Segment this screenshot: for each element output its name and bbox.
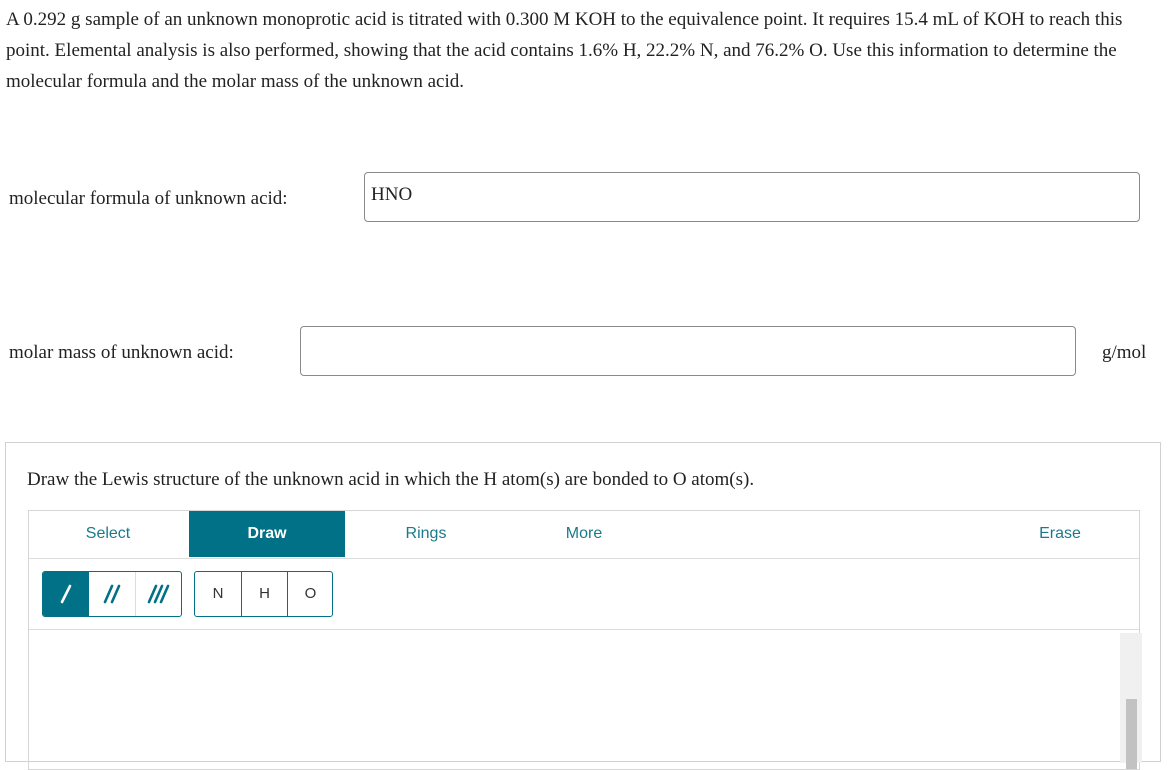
double-bond-icon bbox=[101, 582, 123, 606]
tab-erase[interactable]: Erase bbox=[1039, 525, 1081, 542]
triple-bond-icon bbox=[146, 582, 172, 606]
tab-select[interactable]: Select bbox=[85, 525, 131, 542]
molar-mass-label: molar mass of unknown acid: bbox=[9, 342, 234, 363]
lewis-structure-panel bbox=[5, 442, 1161, 762]
problem-statement: A 0.292 g sample of an unknown monoprotic acid is titrated with 0.300 M KOH to the equivalence point. It requires 15.4 mL of KOH to reach this point. Elemental analysis is also performed, showing that the acid contains 1.6% H, 22.2% N, and 76.2% O. Use this information to determine the molecular formula and the molar mass of the unknown acid. bbox=[6, 9, 1123, 92]
molar-mass-unit: g/mol bbox=[1102, 342, 1147, 363]
lewis-prompt: Draw the Lewis structure of the unknown acid in which the H atom(s) are bonded to O atom(s). bbox=[27, 469, 755, 490]
atom-button-n[interactable]: N bbox=[212, 585, 224, 602]
formula-answer-row bbox=[0, 172, 1168, 226]
triple-bond-button[interactable] bbox=[135, 572, 181, 616]
formula-label: molecular formula of unknown acid: bbox=[9, 188, 288, 209]
canvas-scrollbar[interactable] bbox=[1120, 633, 1142, 763]
molar-mass-answer-row bbox=[0, 326, 1168, 380]
tab-more[interactable]: More bbox=[565, 525, 603, 542]
canvas-divider bbox=[29, 629, 1139, 630]
double-bond-button[interactable] bbox=[89, 572, 135, 616]
structure-editor bbox=[28, 510, 1140, 770]
formula-input[interactable]: HNO bbox=[364, 172, 1140, 222]
atom-button-h[interactable]: H bbox=[241, 572, 287, 616]
atom-tool-group bbox=[194, 571, 333, 617]
editor-toolbar bbox=[29, 511, 1139, 559]
bond-tool-group bbox=[42, 571, 182, 617]
tab-draw[interactable]: Draw bbox=[189, 511, 345, 557]
tab-rings[interactable]: Rings bbox=[405, 525, 447, 542]
single-bond-button[interactable] bbox=[43, 572, 89, 616]
atom-button-o[interactable]: O bbox=[287, 572, 333, 616]
scrollbar-thumb[interactable] bbox=[1126, 699, 1137, 769]
single-bond-icon bbox=[56, 582, 76, 606]
molar-mass-input[interactable] bbox=[300, 326, 1076, 376]
